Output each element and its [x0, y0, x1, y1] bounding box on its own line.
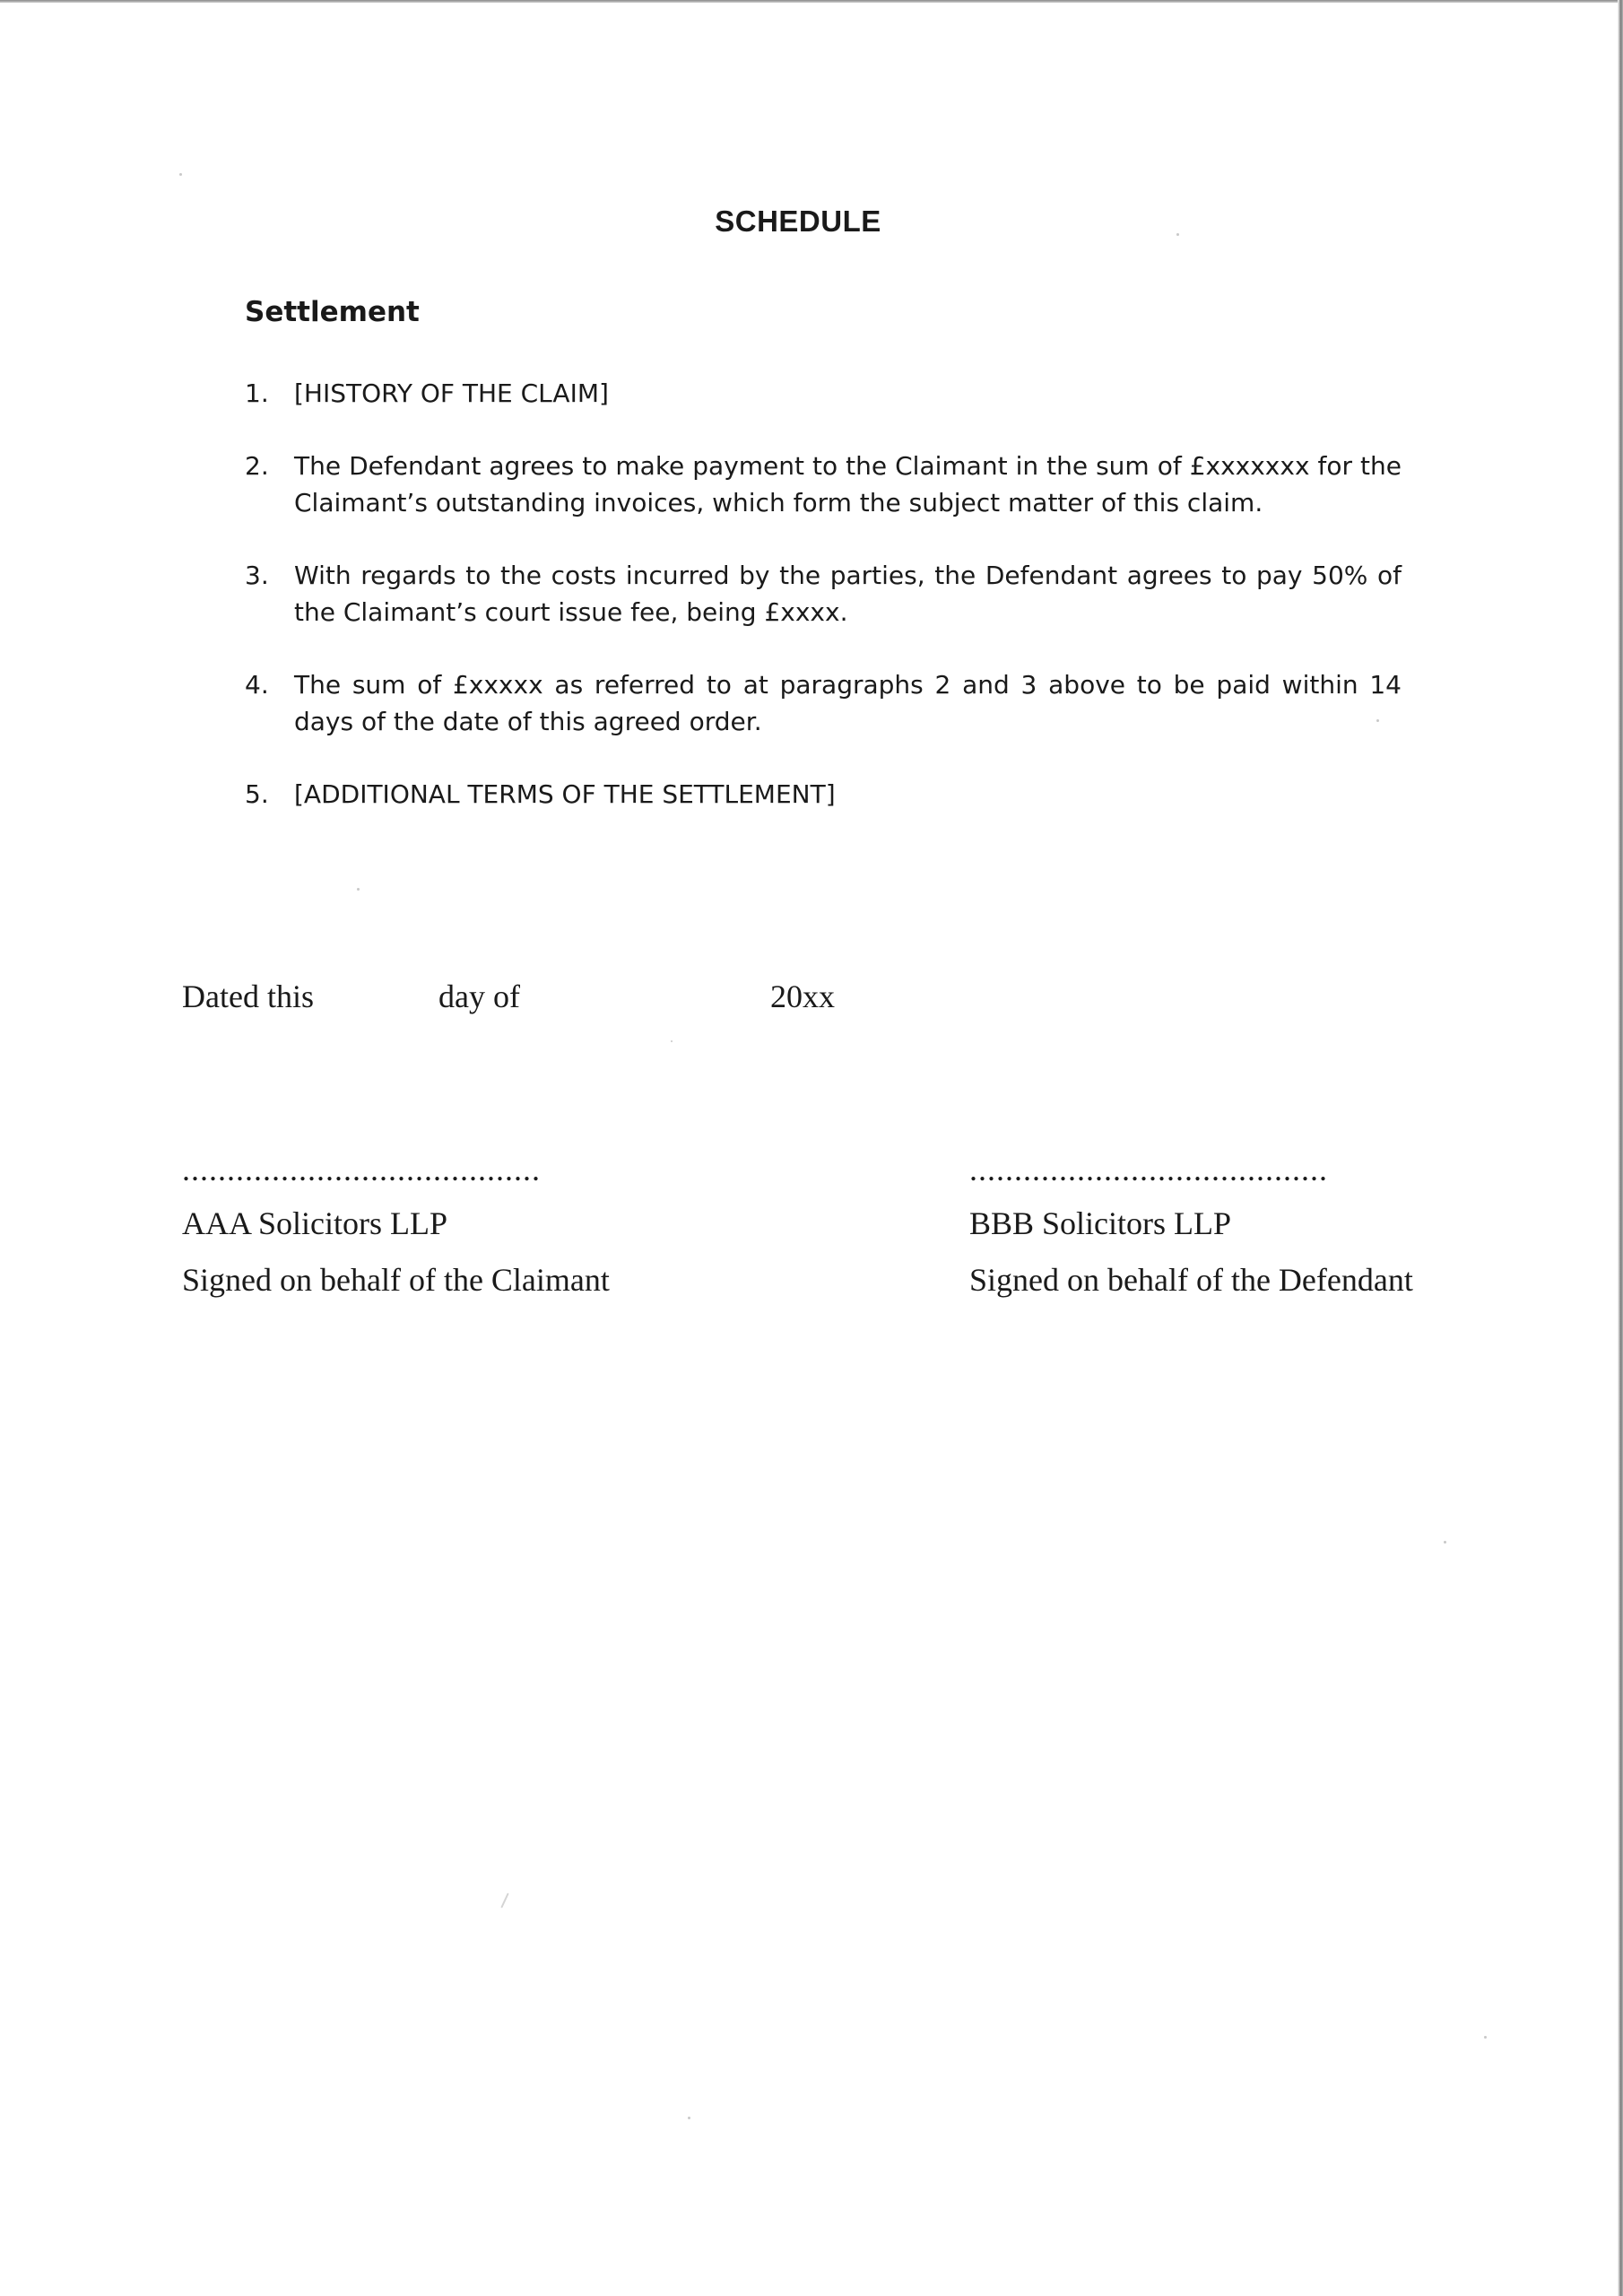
- scan-speck: [1376, 719, 1379, 722]
- scan-top-edge: [0, 0, 1623, 3]
- item-number: 1.: [245, 378, 269, 408]
- list-item: [245, 448, 1402, 521]
- item-text: [HISTORY OF THE CLAIM]: [294, 378, 609, 408]
- item-text: The Defendant agrees to make payment to the Claimant in the sum of £xxxxxxx for the Claimant’s outstanding invoices, which form the subject matter of this claim.: [294, 451, 1402, 517]
- item-number: 4.: [245, 670, 269, 700]
- item-text: With regards to the costs incurred by the parties, the Defendant agrees to pay 50% of the Claimant’s court issue fee, being £xxxx.: [294, 561, 1402, 627]
- scan-right-edge: [1618, 0, 1623, 2296]
- page-title: SCHEDULE: [715, 204, 881, 238]
- item-number: 5.: [245, 779, 269, 809]
- list-item: [245, 375, 1402, 412]
- list-item: [245, 776, 1402, 813]
- claimant-firm-name: AAA Solicitors LLP: [182, 1205, 448, 1241]
- defendant-signature-line: ........................................: [969, 1152, 1328, 1187]
- day-of-label: day of: [438, 978, 520, 1014]
- claimant-signed-on-behalf: Signed on behalf of the Claimant: [182, 1262, 610, 1298]
- scan-speck: [671, 1040, 673, 1042]
- dated-label: Dated this: [182, 978, 314, 1014]
- item-text: [ADDITIONAL TERMS OF THE SETTLEMENT]: [294, 779, 836, 809]
- item-text: The sum of £xxxxx as referred to at paragraphs 2 and 3 above to be paid within 14 days of the date of this agreed order.: [294, 670, 1402, 736]
- list-item: [245, 666, 1402, 740]
- scan-speck: [1176, 233, 1179, 236]
- item-number: 2.: [245, 451, 269, 481]
- year-label: 20xx: [770, 978, 835, 1014]
- section-heading: Settlement: [245, 296, 420, 328]
- defendant-signed-on-behalf: Signed on behalf of the Defendant: [969, 1262, 1413, 1298]
- scan-speck: [1444, 1541, 1446, 1544]
- defendant-firm-name: BBB Solicitors LLP: [969, 1205, 1232, 1241]
- scan-speck: [500, 1892, 508, 1908]
- scan-speck: [357, 888, 360, 891]
- claimant-signature-line: ........................................: [182, 1152, 541, 1187]
- scan-speck: [179, 173, 182, 176]
- scan-speck: [688, 2117, 690, 2119]
- settlement-terms-list: [245, 375, 1402, 848]
- list-item: [245, 557, 1402, 631]
- item-number: 3.: [245, 561, 269, 590]
- scan-speck: [1484, 2036, 1487, 2039]
